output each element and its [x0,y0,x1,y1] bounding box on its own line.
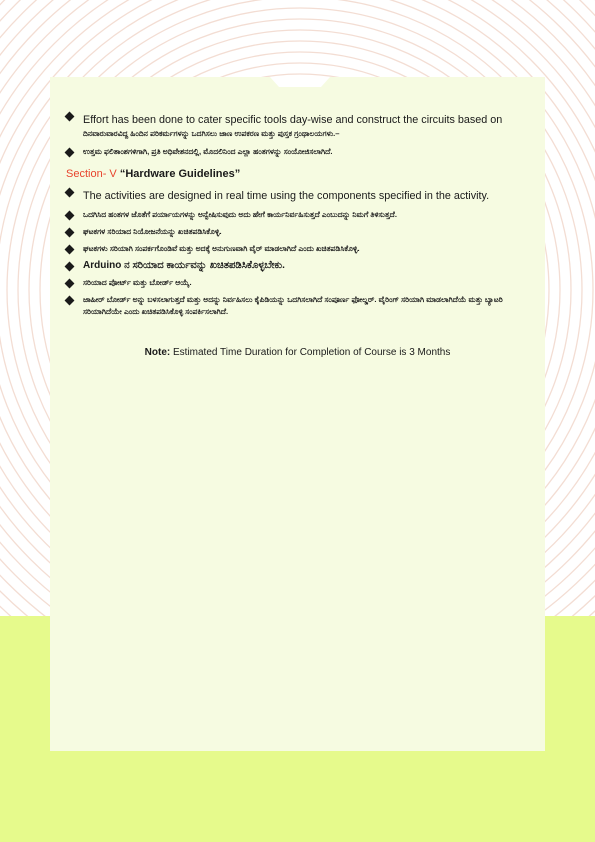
list-item [66,146,528,158]
diamond-bullet-icon [65,245,75,255]
diamond-bullet-icon [65,228,75,238]
list-item [66,186,528,204]
diamond-bullet-icon [65,296,75,306]
section-label: Section- V [66,168,117,180]
content-area [66,110,528,323]
bullet-text: Arduino ನ ಸರಿಯಾದ ಕಾರ್ಯವನ್ನು ಖಚಿತಪಡಿಸಿಕೊಳ್ಳಬೇಕು. [83,260,285,271]
course-duration-note [50,347,545,358]
bullet-text: ಸರಿಯಾದ ಪೋರ್ಟ್ ಮತ್ತು ಬೋರ್ಡ್ ಆಯ್ಕೆ. [83,278,192,287]
list-item [66,243,528,255]
bullet-text-english: Effort has been done to cater specific tools day-wise and construct the circuits based on [83,114,503,126]
bullet-text: ಘಟಕಗಳ ಸರಿಯಾದ ನಿಯೋಜನೆಯನ್ನು ಖಚಿತಪಡಿಸಿಕೊಳ್ಳಿ. [83,227,222,236]
note-label: Note: [144,347,171,358]
list-item [66,277,528,289]
bullet-text-kannada: ಉತ್ತಮ ಫಲಿತಾಂಶಗಳಿಗಾಗಿ, ಪ್ರತಿ ಅಧಿವೇಶನದಲ್ಲಿ, ಮೊದಲಿನಿಂದ ಎಲ್ಲಾ ಹಂತಗಳನ್ನು ಸಂಯೋಜಿಸಲಾಗಿದೆ. [83,147,333,156]
card-tab-notch [270,77,330,87]
list-item [66,294,528,318]
diamond-bullet-icon [65,188,75,198]
list-item [66,110,528,140]
diamond-bullet-icon [65,262,75,272]
bullet-text-kannada: ದಿನವಾರುವಾರವಿದ್ದ ಹಿಂದಿನ ಪರಿಕರ್ಮಗಳನ್ನು ಒದಗಿಸಲು ಜಾಣ ಉಪಕರಣ ಮತ್ತು ಪುಸ್ತಕ ಗ್ರಂಥಾಲಯಗಳು.– [83,129,340,138]
list-item [66,260,528,272]
note-text: Estimated Time Duration for Completion of Course is 3 Months [173,347,451,358]
hardware-guidelines-list [66,186,528,318]
bullet-text: ಜಾಹೀರ್ ಬೋರ್ಡ್ ಅನ್ನು ಬಳಸಲಾಗುತ್ತದೆ ಮತ್ತು ಅದನ್ನು ನಿರ್ವಹಿಸಲು ಕೈಪಿಡಿಯನ್ನು ಒದಗಿಸಲಾಗಿದೆ ಸಂಪೂರ್ಣ ಫೋಲ್ಡರ್. ವೈರಿಂಗ್ ಸರಿಯಾಗಿ ಮಾಡಲಾಗಿದೆಯೆ ಮತ್ತು ಬ್ಯಾಟರಿ ಸರಿಯಾಗಿದೆಯೇ ಎಂದು ಖಚಿತಪಡಿಸಿಕೊಳ್ಳಿ ಸಂಪರ್ಕಿಸಲಾಗಿದೆ. [83,295,503,316]
bullet-text: The activities are designed in real time using the components specified in the activity. [83,190,490,202]
list-item [66,226,528,238]
diamond-bullet-icon [65,279,75,289]
section-heading [66,168,528,180]
diamond-bullet-icon [65,211,75,221]
list-item [66,209,528,221]
section-title: “Hardware Guidelines” [119,168,241,180]
diamond-bullet-icon [65,148,75,158]
bullet-text: ಒದಗಿಸಿದ ಹಂತಗಳ ಜೊತೆಗೆ ಪರ್ಯಾಯಗಳನ್ನು ಅನ್ವೇಷಿಸುವುದು ಅದು ಹೇಗೆ ಕಾರ್ಯನಿರ್ವಹಿಸುತ್ತದೆ ಎಂಬುದನ್ನು ನಿಮಗೆ ತಿಳಿಸುತ್ತದೆ. [83,210,397,219]
diamond-bullet-icon [65,112,75,122]
bullet-text: ಘಟಕಗಳು ಸರಿಯಾಗಿ ಸಂಪರ್ಕಗೊಂಡಿವೆ ಮತ್ತು ಅದಕ್ಕೆ ಅನುಗುಣವಾಗಿ ವೈರ್ ಮಾಡಲಾಗಿದೆ ಎಂದು ಖಚಿತಪಡಿಸಿಕೊಳ್ಳಿ. [83,244,360,253]
section-a-list [66,110,528,158]
